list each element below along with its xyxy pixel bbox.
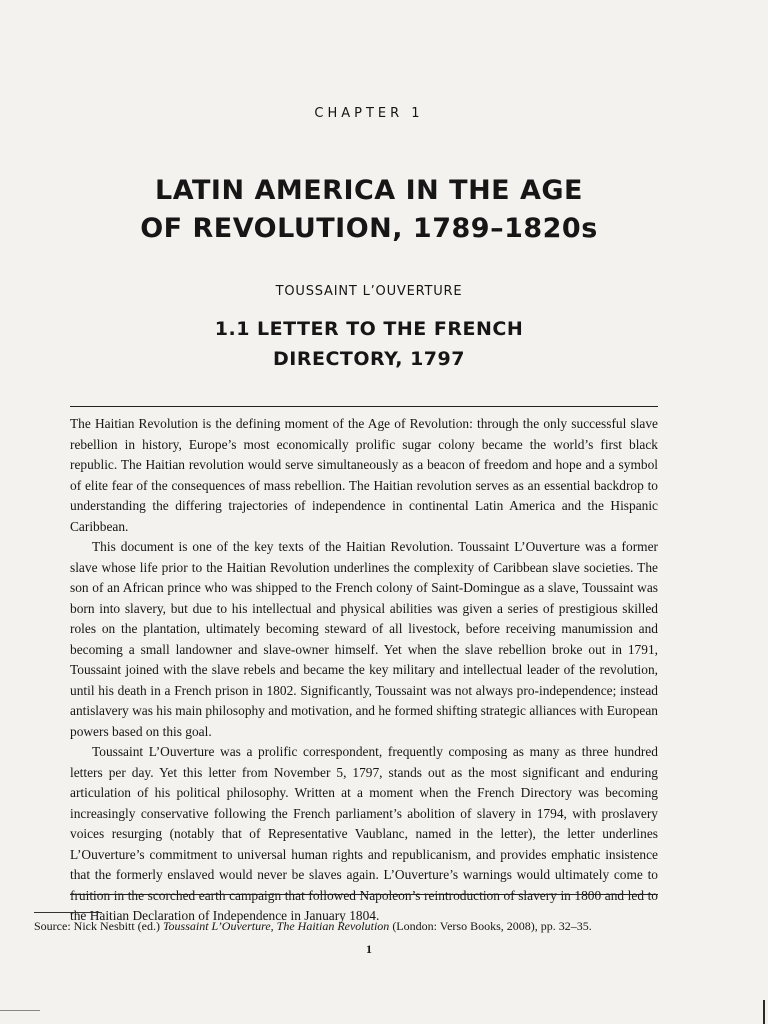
intro-top-rule bbox=[70, 406, 658, 407]
chapter-label: CHAPTER 1 bbox=[314, 106, 424, 121]
chapter-title bbox=[0, 172, 738, 248]
document-title bbox=[0, 314, 738, 374]
document-title-line-1: 1.1 LETTER TO THE FRENCH bbox=[214, 318, 524, 340]
page-number: 1 bbox=[366, 942, 372, 956]
intro-paragraph: This document is one of the key texts of the Haitian Revolution. Toussaint L’Ouverture was a former slave whose life prior to the Haitian Revolution underlines the complexity of Caribbean slave societies. The son of an African prince who was shipped to the French colony of Saint-Domingue as a slave, Toussaint was born into slavery, but due to his intellectual and physical abilities was given a series of prestigious skilled roles on the plantation, ultimately becoming steward of all livestock, before receiving manumission and becoming a small landowner and slave-owner himself. Yet when the slave rebellion broke out in 1791, Toussaint joined with the slave rebels and became the key military and intellectual leader of the revolution, until his death in a French prison in 1802. Significantly, Toussaint was not always pro-independence; instead antislavery was his main philosophy and motivation, and he formed shifting strategic alliances with European powers based on this goal. bbox=[70, 539, 658, 739]
scan-artifact-right bbox=[763, 1000, 765, 1024]
source-suffix: (London: Verso Books, 2008), pp. 32–35. bbox=[389, 919, 592, 933]
chapter-title-line-1: LATIN AMERICA IN THE AGE bbox=[154, 175, 584, 206]
chapter-title-line-2: OF REVOLUTION, 1789–1820s bbox=[140, 213, 598, 244]
intro-bottom-rule bbox=[70, 894, 658, 895]
intro-paragraph: Toussaint L’Ouverture was a prolific correspondent, frequently composing as many as three hundred letters per day. Yet this letter from November 5, 1797, stands out as the most significant and enduring articulation of his political philosophy. Written at a moment when the French Directory was becoming increasingly conservative following the French parliament’s abolition of slavery in 1794, with proslavery voices resurging (notably that of Representative Vaublanc, named in the letter), the letter underlines L’Ouverture’s commitment to universal human rights and republicanism, and provides emphatic insistence that the formerly enslaved would never be slaves again. L’Ouverture’s warnings would ultimately come to fruition in the scorched earth campaign that followed Napoleon’s reintroduction of slavery in 1800 and led to the Haitian Declaration of Independence in January 1804. bbox=[70, 744, 658, 923]
source-prefix: Source: Nick Nesbitt (ed.) bbox=[34, 919, 163, 933]
scan-artifact-left bbox=[0, 1010, 40, 1011]
document-title-line-2: DIRECTORY, 1797 bbox=[273, 348, 465, 370]
footnote-rule bbox=[34, 912, 102, 913]
source-book-title: Toussaint L’Ouverture, The Haitian Revolution bbox=[162, 919, 390, 933]
intro-paragraph: The Haitian Revolution is the defining moment of the Age of Revolution: through the only successful slave rebellion in history, Europe’s most economically prolific sugar colony became the world’s first black republic. The Haitian revolution would serve simultaneously as a beacon of freedom and hope and a symbol of elite fear of the consequences of mass rebellion. The Haitian revolution serves as an essential backdrop to understanding the differing trajectories of independence in continental Latin America and the Hispanic Caribbean. bbox=[70, 416, 658, 534]
document-author: TOUSSAINT L’OUVERTURE bbox=[275, 284, 463, 299]
source-footnote bbox=[34, 918, 674, 934]
intro-text bbox=[70, 414, 658, 927]
